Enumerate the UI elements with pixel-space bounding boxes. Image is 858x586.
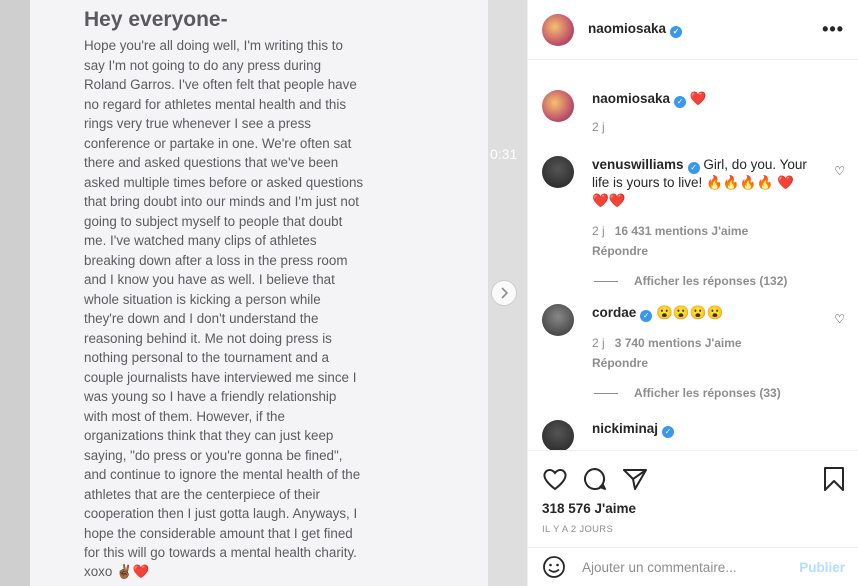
like-count[interactable]: 318 576 J'aime: [542, 501, 637, 516]
comment-username[interactable]: cordae: [592, 305, 637, 320]
list-item: [542, 304, 845, 372]
comment-text: Girl, do you. Your life is yours to live! 🔥🔥🔥🔥 ❤️❤️❤️: [592, 157, 807, 208]
view-replies-button[interactable]: [594, 386, 845, 400]
comment-text: 😮😮😮😮: [656, 305, 724, 320]
avatar[interactable]: [542, 420, 574, 450]
post-signoff: xoxo ✌🏾❤️: [84, 564, 150, 579]
view-replies-label[interactable]: Afficher les réponses (132): [634, 274, 788, 288]
comment-body: [592, 156, 807, 260]
background-video-time: 0:31: [490, 146, 518, 162]
list-item: [542, 156, 845, 260]
verified-icon: ✓: [670, 26, 682, 38]
chevron-right-icon: [499, 287, 509, 299]
comment-username[interactable]: venuswilliams: [592, 157, 684, 172]
like-comment-icon[interactable]: ♡: [834, 312, 845, 326]
emoji-icon[interactable]: [542, 555, 566, 579]
like-comment-icon[interactable]: ♡: [834, 164, 845, 178]
background-thumbnails-left: [0, 0, 30, 586]
post-timestamp[interactable]: IL Y A 2 JOURS: [542, 524, 614, 535]
bookmark-icon[interactable]: [823, 466, 845, 492]
more-options-icon[interactable]: •••: [822, 19, 844, 39]
comment-time[interactable]: 2 j: [592, 224, 605, 238]
caption-username[interactable]: naomiosaka: [592, 91, 671, 106]
reply-button[interactable]: Répondre: [592, 356, 649, 370]
comment-likes[interactable]: 16 431 mentions J'aime: [614, 224, 749, 238]
caption-body: [592, 90, 807, 136]
comment-time[interactable]: 2 j: [592, 336, 605, 350]
caption-time[interactable]: 2 j: [592, 120, 605, 134]
share-icon[interactable]: [622, 467, 648, 491]
comment-body: [592, 304, 807, 372]
view-replies-button[interactable]: [594, 274, 845, 288]
caption-text: ❤️: [689, 91, 707, 106]
view-replies-label[interactable]: Afficher les réponses (33): [634, 386, 781, 400]
divider: [594, 393, 618, 394]
verified-icon: ✓: [662, 426, 674, 438]
avatar[interactable]: [542, 156, 574, 188]
comment-likes[interactable]: 3 740 mentions J'aime: [614, 336, 742, 350]
avatar[interactable]: [542, 304, 574, 336]
publish-button[interactable]: Publier: [799, 559, 845, 575]
post-actions: [528, 450, 858, 535]
post-heading: Hey everyone-: [84, 8, 228, 31]
comment-body: [592, 420, 807, 450]
header-username-text[interactable]: naomiosaka: [588, 21, 667, 36]
comment-icon[interactable]: [582, 467, 608, 491]
verified-icon: ✓: [688, 162, 700, 174]
next-image-button[interactable]: [491, 280, 517, 306]
post-header: [528, 0, 858, 60]
reply-button[interactable]: Répondre: [592, 244, 649, 258]
comments-list[interactable]: [528, 60, 858, 450]
post-body-text: Hope you're all doing well, I'm writing this to say I'm not going to do any press during Roland Garros. I've often felt that people have no regard for athletes mental health and this rings very true whenever I see a press conference or partake in one. We're often sat there and asked questions that we've been asked multiple times before or asked questions that bring doubt into our minds and I'm just not going to subject myself to people that doubt me. I've watched many clips of athletes breaking down after a loss in the press room and I know you have as well. I believe that whole situation is kicking a person while they're down and I don't understand the reasoning behind it. Me not doing press is nothing personal to the tournament and a couple journalists have interviewed me since I was young so I have a friendly relationship with most of them. However, if the organizations think that they can just keep saying, "do press or you're gonna be fined", and continue to ignore the mental health of the athletes that are the centerpiece of their cooperation then I just gotta laugh. Anyways, I hope the considerable amount that I get fined for this will go towards a mental health charity.: [84, 38, 364, 560]
header-username[interactable]: [588, 21, 682, 38]
divider: [594, 281, 618, 282]
add-comment-bar: [528, 547, 858, 586]
verified-icon: ✓: [640, 310, 652, 322]
comment-meta: [592, 222, 807, 240]
action-icons: [542, 459, 845, 499]
comment-input[interactable]: [582, 560, 799, 575]
verified-icon: ✓: [674, 96, 686, 108]
avatar[interactable]: [542, 90, 574, 122]
comment-username[interactable]: nickiminaj: [592, 421, 659, 436]
list-item: [542, 420, 845, 450]
avatar[interactable]: [542, 14, 574, 46]
caption: [542, 90, 845, 136]
post-side-panel: [527, 0, 858, 586]
heart-icon[interactable]: [542, 467, 568, 491]
comment-meta: [592, 334, 807, 352]
